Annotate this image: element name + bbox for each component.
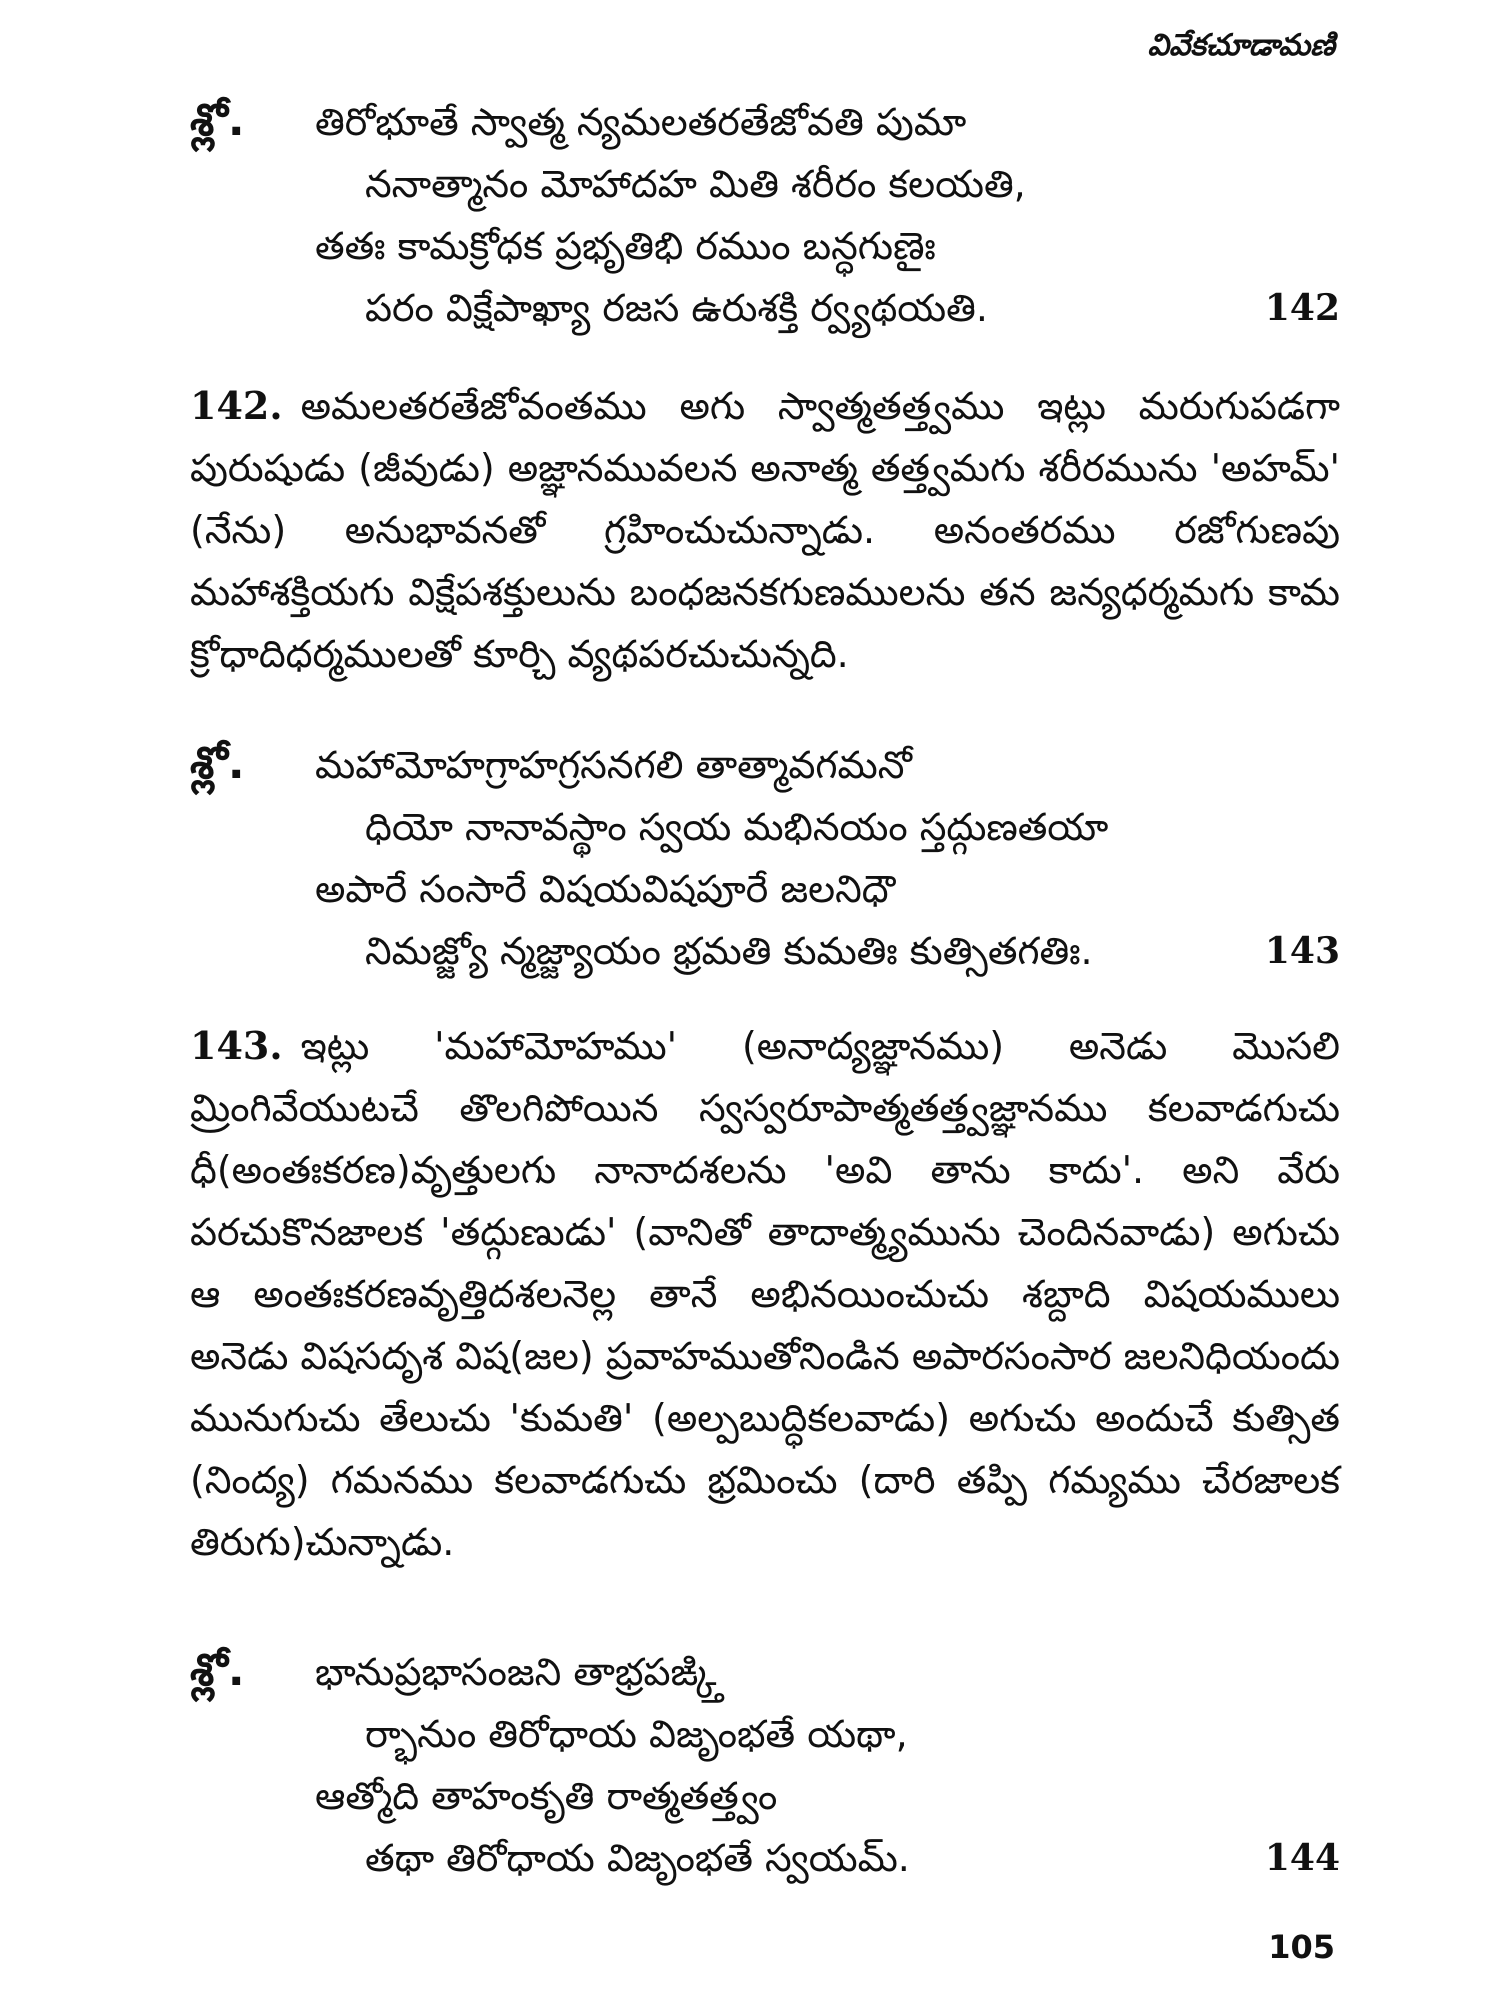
verse-line: తిరోభూతే స్వాత్మ న్యమలతరతేజోవతి పుమా	[315, 100, 967, 144]
verse-143	[190, 738, 1340, 998]
verse-line: పరం విక్షేపాఖ్యా రజస ఉరుశక్తి ర్వ్యథయతి.	[365, 286, 988, 330]
verse-line: నిమజ్జ్యో న్మజ్జ్యాయం భ్రమతి కుమతిః కుత్సితగతిః.	[365, 929, 1093, 973]
verse-line: తథా తిరోధాయ విజృంభతే స్వయమ్.	[365, 1836, 910, 1880]
verse-line: ఆత్మోది తాహంకృతి రాత్మతత్త్వం	[315, 1774, 778, 1818]
verse-line: ననాత్మానం మోహాదహ మితి శరీరం కలయతి,	[365, 162, 1026, 206]
verse-number: 143	[1264, 930, 1340, 972]
paragraph-number: 143.	[190, 1023, 283, 1068]
paragraph-number: 142.	[190, 383, 283, 428]
verse-label: శ్లో.	[190, 1645, 245, 1696]
paragraph-text: ఇట్లు 'మహామోహము' (అనాద్యజ్ఞానము) అనెడు మొసలి మ్రింగివేయుటచే తొలగిపోయిన స్వస్వరూపాత్మతత్త్వజ్ఞానము కలవాడగుచు ధీ(అంతఃకరణ)వృత్తులగు నానాదశలను 'అవి తాను కాదు'. అని వేరు పరచుకొనజాలక 'తద్గుణుడు' (వానితో తాదాత్మ్యమును చెందినవాడు) అగుచు ఆ అంతఃకరణవృత్తిదశలనెల్ల తానే అభినయించుచు శబ్దాది విషయములు అనెడు విషసదృశ విష(జల) ప్రవాహముతోనిండిన అపారసంసార జలనిధియందు మునుగుచు తేలుచు 'కుమతి' (అల్పబుద్ధికలవాడు) అగుచు అందుచే కుత్సిత (నింద్య) గమనము కలవాడగుచు భ్రమించు (దారి తప్పి గమ్యము చేరజాలక తిరుగు)చున్నాడు.	[190, 1024, 1340, 1564]
verse-label: శ్లో.	[190, 738, 245, 789]
verse-line: ర్భానుం తిరోధాయ విజృంభతే యథా,	[365, 1712, 908, 1756]
commentary-143	[190, 1015, 1340, 1573]
commentary-142	[190, 375, 1340, 685]
verse-number: 144	[1264, 1837, 1340, 1879]
page-number: 105	[1268, 1928, 1335, 1966]
verse-line: భానుప్రభాసంజని తాభ్రపఙ్క్తి	[315, 1650, 725, 1694]
verse-line: మహామోహగ్రాహగ్రసనగలి తాత్మావగమనో	[315, 743, 912, 787]
verse-line: ధియో నానావస్థాం స్వయ మభినయం స్తద్గుణతయా	[365, 805, 1109, 849]
verse-label: శ్లో.	[190, 95, 245, 146]
verse-142	[190, 95, 1340, 355]
running-header: వివేకచూడామణి	[1147, 28, 1335, 63]
verse-line: తతః కామక్రోధక ప్రభృతిభి రముం బన్ధగుణైః	[315, 224, 936, 268]
verse-line: అపారే సంసారే విషయవిషపూరే జలనిధౌ	[315, 867, 896, 911]
verse-144	[190, 1645, 1340, 1905]
paragraph-text: అమలతరతేజోవంతము అగు స్వాత్మతత్త్వము ఇట్లు మరుగుపడగా పురుషుడు (జీవుడు) అజ్ఞానమువలన అనాత్మ తత్త్వమగు శరీరమును 'అహమ్' (నేను) అనుభావనతో గ్రహించుచున్నాడు. అనంతరము రజోగుణపు మహాశక్తియగు విక్షేపశక్తులును బంధజనకగుణములను తన జన్యధర్మమగు కామ క్రోధాదిధర్మములతో కూర్చి వ్యథపరచుచున్నది.	[190, 384, 1340, 676]
verse-number: 142	[1264, 287, 1340, 329]
